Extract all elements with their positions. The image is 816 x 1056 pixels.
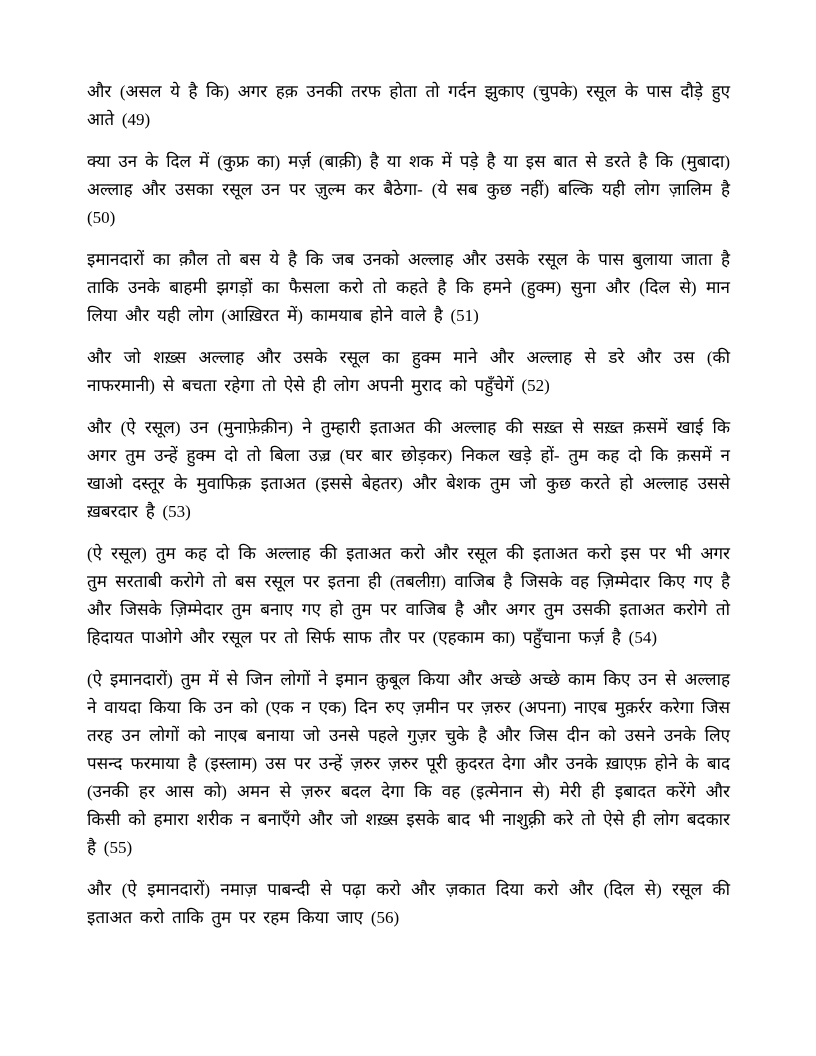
verse-paragraph-51: इमानदारों का क़ौल तो बस ये है कि जब उनको अल्लाह और उसके रसूल के पास बुलाया जाता है ताकि उनके बाहमी झगड़ों का फैसला करो तो कहते है कि हमने (हुक्म) सुना और (दिल से) मान लिया और यही लोग (आख़िरत में) कामयाब होने वाले है (51): [87, 250, 730, 325]
verse-paragraph-52: और जो शख़्स अल्लाह और उसके रसूल का हुक्म माने और अल्लाह से डरे और उस (की नाफरमानी) से बचता रहेगा तो ऐसे ही लोग अपनी मुराद को पहुँचेगें (52): [87, 348, 730, 395]
verse-paragraph-53: और (ऐ रसूल) उन (मुनाफ़ेक़ीन) ने तुम्हारी इताअत की अल्लाह की सख़्त से सख़्त क़समें खाई कि अगर तुम उन्हें हुक्म दो तो बिला उज़्र (घर बार छोड़कर) निकल खड़े हों- तुम कह दो कि क़समें न खाओ दस्तूर के मुवाफिक़ इताअत (इससे बेहतर) और बेशक तुम जो कुछ करते हो अल्लाह उससे ख़बरदार है (53): [87, 418, 730, 521]
verse-paragraph-54: (ऐ रसूल) तुम कह दो कि अल्लाह की इताअत करो और रसूल की इताअत करो इस पर भी अगर तुम सरताबी करोगे तो बस रसूल पर इतना ही (तबलीग़) वाजिब है जिसके वह ज़िम्मेदार किए गए है और जिसके ज़िम्मेदार तुम बनाए गए हो तुम पर वाजिब है और अगर तुम उसकी इताअत करोगे तो हिदायत पाओगे और रसूल पर तो सिर्फ साफ तौर पर (एहकाम का) पहुँचाना फर्ज़ है (54): [87, 544, 730, 647]
verse-paragraph-49: और (असल ये है कि) अगर हक़ उनकी तरफ होता तो गर्दन झुकाए (चुपके) रसूल के पास दौड़े हुए आते (49): [87, 82, 730, 129]
verse-paragraph-50: क्या उन के दिल में (कुफ्र का) मर्ज़ (बाक़ी) है या शक में पड़े है या इस बात से डरते है कि (मुबादा) अल्लाह और उसका रसूल उन पर ज़ुल्म कर बैठेगा- (ये सब कुछ नहीं) बल्कि यही लोग ज़ालिम है (50): [87, 152, 731, 227]
verse-paragraph-55: (ऐ इमानदारों) तुम में से जिन लोगों ने इमान क़ुबूल किया और अच्छे अच्छे काम किए उन से अल्लाह ने वायदा किया कि उन को (एक न एक) दिन रुए ज़मीन पर ज़रुर (अपना) नाएब मुक़र्रर करेगा जिस तरह उन लोगों को नाएब बनाया जो उनसे पहले गुज़र चुके है और जिस दीन को उसने उनके लिए पसन्द फरमाया है (इस्लाम) उस पर उन्हें ज़रुर ज़रुर पूरी क़ुदरत देगा और उनके ख़ाएफ़ होने के बाद (उनकी हर आस को) अमन से ज़रुर बदल देगा कि वह (इत्मेनान से) मेरी ही इबादत करेंगे और किसी को हमारा शरीक न बनाएँगे और जो शख़्स इसके बाद भी नाशुक़्री करे तो ऐसे ही लोग बदकार है (55): [87, 670, 730, 857]
verse-paragraph-56: और (ऐ इमानदारों) नमाज़ पाबन्दी से पढ़ा करो और ज़कात दिया करो और (दिल से) रसूल की इताअत करो ताकि तुम पर रहम किया जाए (56): [87, 880, 730, 927]
